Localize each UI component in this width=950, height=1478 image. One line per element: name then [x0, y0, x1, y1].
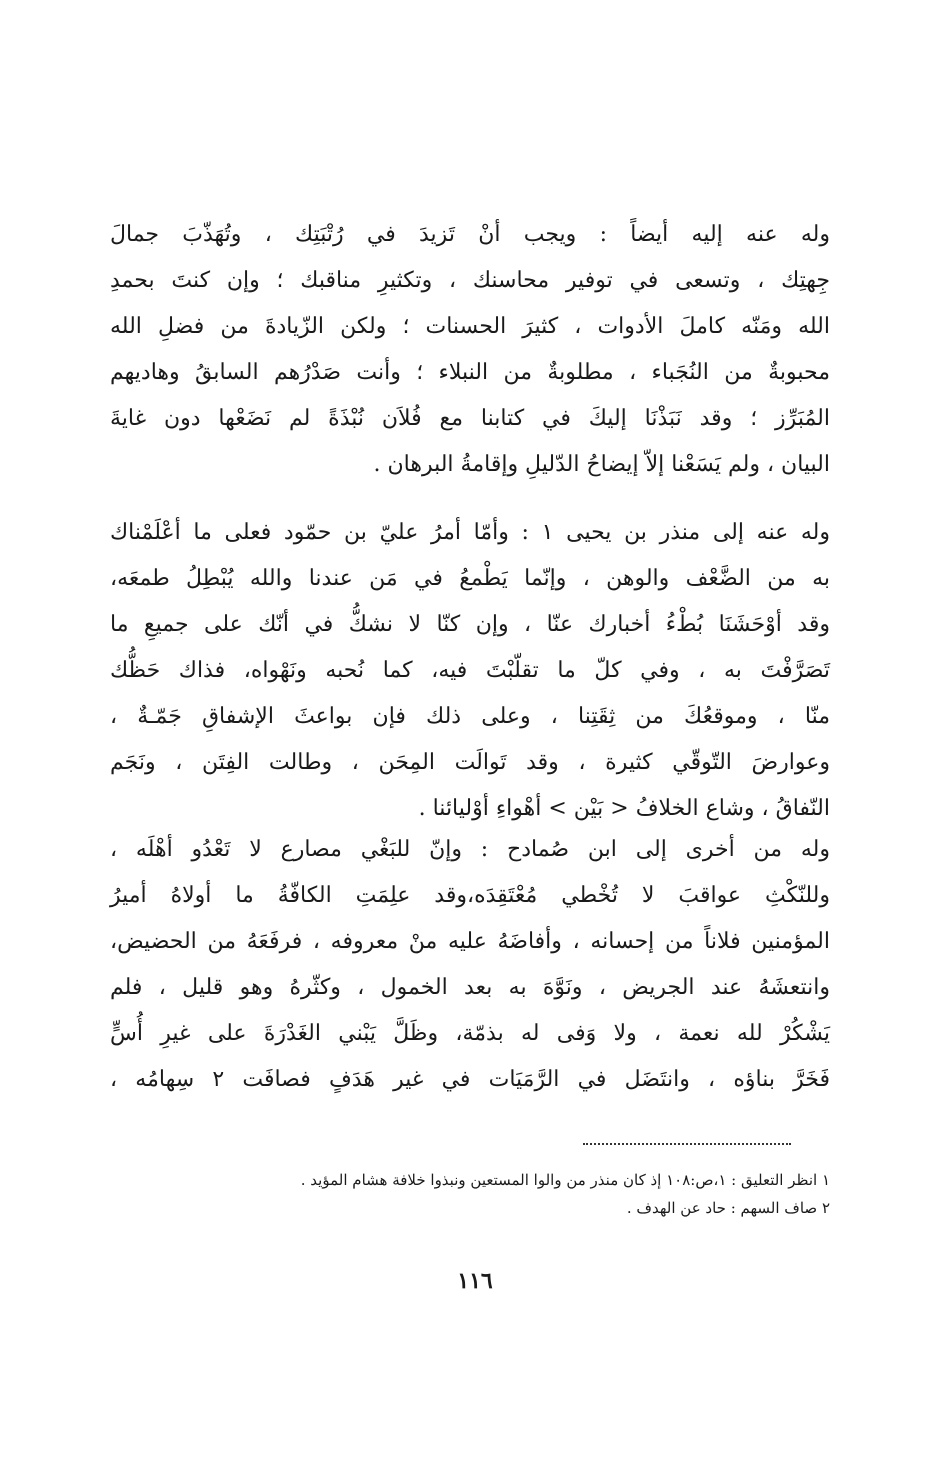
- paragraph-1: [110, 212, 830, 488]
- text-line: فَخَرَّ بناؤه ، وانتَضَل في الرَّمَيَات في غير هَدَفٍ فصافَت ٢ سِهامُه ،: [110, 1067, 830, 1092]
- paragraph-3: [110, 827, 830, 1103]
- text-line: محبوبةٌ من النُجَباء ، مطلوبةٌ من النبلاء ؛ وأنت صَدْرُهم السابقُ وهاديهم: [110, 360, 830, 385]
- text-line: المؤمنين فلاناً من إحسانه ، وأفاضَهُ عليه منْ معروفه ، فرفَعَهُ من الحضيض،: [110, 929, 830, 954]
- page-number: ١١٦: [457, 1268, 493, 1294]
- footnotes: [110, 1166, 830, 1222]
- text-line: وللنّكْثِ عواقبَ لا تُخْطي مُعْتَقِدَه،وقد علِمَتِ الكافّةُ ما أولاهُ أميرُ: [110, 883, 830, 908]
- text-line: البيان ، ولم يَسَعْنا إلاّ إيضاحُ الدّليلِ وإقامةُ البرهان .: [373, 452, 830, 477]
- text-line: الله ومَنّه كاملَ الأدوات ، كثيرَ الحسنات ؛ ولكن الزّيادةَ من فضلِ الله: [110, 314, 830, 339]
- text-line: به من الضَّعْف والوهن ، وإنّما يَطْمعُ في مَن عندنا والله يُبْطِلُ طمعَه،: [110, 566, 830, 591]
- footnote-divider: [583, 1143, 791, 1145]
- text-line: وله عنه إلى منذر بن يحيى ١ : وأمّا أمرُ عليّ بن حمّود فعلى ما أعْلَمْناك: [110, 520, 830, 545]
- paragraph-2: [110, 510, 830, 832]
- text-line: منّا ، وموقعُكَ من ثِقَتِنا ، وعلى ذلك فإن بواعثَ الإشفاقِ جَمّـةٌ ،: [110, 704, 830, 729]
- text-line: وانتعشَهُ عند الجريض ، ونَوَّهَ به بعد الخمول ، وكثّرهُ وهو قليل ، فلم: [110, 975, 830, 1000]
- text-line: وله من أخرى إلى ابن صُمادح : وإنّ للبَغْي مصارع لا تَعْدُو أهْلَه ،: [110, 837, 830, 862]
- text-line: يَشْكُرْ لله نعمة ، ولا وَفى له بذمّة، وظَلَّ يَبْني الغَدْرَةَ على غيرِ أُسٍّ: [110, 1021, 830, 1046]
- footnote-1: ١ انظر التعليق : ١،ص:١٠٨ إذ كان منذر من والوا المستعين ونبذوا خلافة هشام المؤيد .: [300, 1171, 830, 1189]
- text-line: تَصَرَّفْتَ به ، وفي كلّ ما تقلّبْتَ فيه، كما نُحبه ونَهْواه، فذاك حَظُّك: [110, 658, 830, 683]
- text-line: المُبَرِّز ؛ وقد نَبَذْنَا إليكَ في كتابنا مع فُلاَن نُبْذَةً لم نَضَعْها دون غايةَ: [110, 406, 830, 431]
- text-line: النّفاقُ ، وشاع الخلافُ < بَيْن > أهْواءِ أوْليائنا .: [418, 796, 830, 821]
- text-line: وله عنه إليه أيضاً : ويجب أنْ تَزيدَ في رُتْبَتِك ، وتُهَذّبَ جمالَ: [110, 222, 830, 247]
- footnote-2: ٢ صاف السهم : حاد عن الهدف .: [626, 1199, 830, 1217]
- text-line: جِهتِك ، وتسعى في توفير محاسنك ، وتكثيرِ مناقبك ؛ وإن كنتَ بحمدِ: [110, 268, 830, 293]
- text-line: وعوارضَ التّوقّي كثيرة ، وقد تَوالَت المِحَن ، وطالت الفِتَن ، ونَجَم: [110, 750, 830, 775]
- text-line: وقد أوْحَشَنَا بُطْءُ أخبارك عنّا ، وإن كنّا لا نشكُّ في أنّك على جميعِ ما: [110, 612, 830, 637]
